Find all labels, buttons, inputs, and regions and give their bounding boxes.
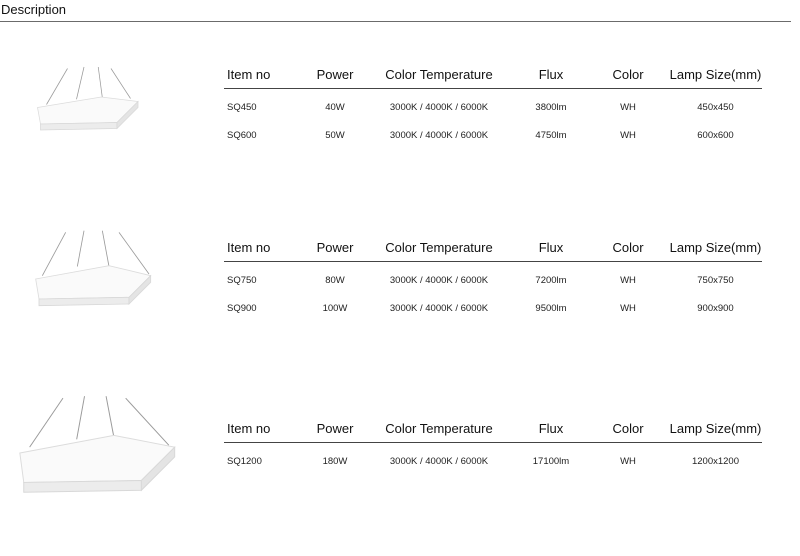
- square-pendant-lamp-icon: [24, 229, 194, 329]
- col-lamp-size: Lamp Size(mm): [669, 233, 762, 262]
- page-title: Description: [1, 2, 67, 17]
- color: WH: [620, 101, 636, 113]
- lamp-size: 450x450: [697, 101, 734, 113]
- item-no: SQ900: [227, 302, 257, 314]
- col-power: Power: [307, 233, 363, 262]
- flux: 4750lm: [535, 129, 567, 141]
- color: WH: [620, 302, 636, 314]
- col-color: Color: [587, 60, 669, 89]
- lamp-size: 750x750: [697, 274, 734, 286]
- col-item-no: Item no: [224, 233, 307, 262]
- item-no: SQ750: [227, 274, 257, 286]
- col-color: Color: [587, 233, 669, 262]
- color-temperature: 3000K / 4000K / 6000K: [389, 129, 489, 141]
- lamp-size: 600x600: [697, 129, 734, 141]
- square-pendant-lamp-icon: [30, 64, 180, 154]
- power: 40W: [325, 101, 345, 113]
- col-flux: Flux: [515, 414, 587, 443]
- col-lamp-size: Lamp Size(mm): [669, 414, 762, 443]
- item-no: SQ1200: [227, 455, 262, 467]
- col-item-no: Item no: [224, 414, 307, 443]
- lamp-size: 900x900: [697, 302, 734, 314]
- col-flux: Flux: [515, 60, 587, 89]
- table-row: [224, 262, 762, 295]
- table-row: [224, 121, 762, 149]
- table-row: [224, 443, 762, 476]
- col-color: Color: [587, 414, 669, 443]
- spec-table: [224, 414, 762, 475]
- col-flux: Flux: [515, 233, 587, 262]
- flux: 9500lm: [535, 302, 567, 314]
- item-no: SQ450: [227, 101, 257, 113]
- col-color-temperature: Color Temperature: [363, 414, 515, 443]
- color-temperature: 3000K / 4000K / 6000K: [389, 274, 489, 286]
- table-row: [224, 294, 762, 322]
- spec-table: [224, 60, 762, 149]
- item-no: SQ600: [227, 129, 257, 141]
- flux: 3800lm: [535, 101, 567, 113]
- square-pendant-lamp-icon: [12, 396, 208, 514]
- color-temperature: 3000K / 4000K / 6000K: [389, 455, 489, 467]
- col-item-no: Item no: [224, 60, 307, 89]
- power: 180W: [322, 455, 348, 467]
- power: 50W: [325, 129, 345, 141]
- power: 80W: [325, 274, 345, 286]
- color: WH: [620, 455, 636, 467]
- color: WH: [620, 129, 636, 141]
- lamp-size: 1200x1200: [691, 455, 740, 467]
- col-color-temperature: Color Temperature: [363, 233, 515, 262]
- flux: 17100lm: [532, 455, 570, 467]
- table-row: [224, 89, 762, 122]
- color-temperature: 3000K / 4000K / 6000K: [389, 302, 489, 314]
- page-header: [0, 0, 791, 22]
- spec-table: [224, 233, 762, 322]
- color-temperature: 3000K / 4000K / 6000K: [389, 101, 489, 113]
- col-color-temperature: Color Temperature: [363, 60, 515, 89]
- col-power: Power: [307, 414, 363, 443]
- col-lamp-size: Lamp Size(mm): [669, 60, 762, 89]
- color: WH: [620, 274, 636, 286]
- flux: 7200lm: [535, 274, 567, 286]
- power: 100W: [322, 302, 348, 314]
- col-power: Power: [307, 60, 363, 89]
